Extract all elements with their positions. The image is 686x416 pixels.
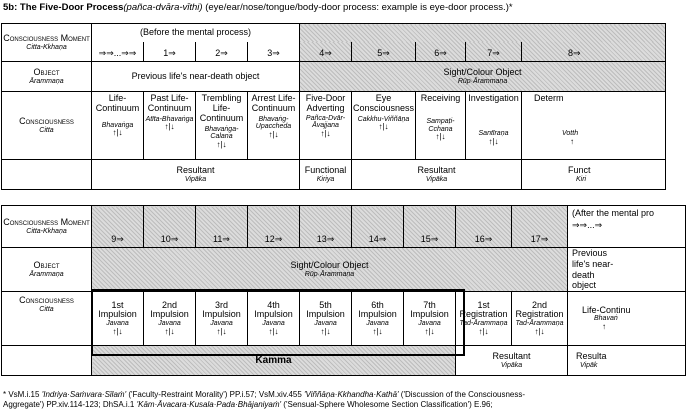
resultant2-pali: Vipāka xyxy=(425,175,448,183)
footnote-part: * VsM.i.15 xyxy=(3,390,42,399)
resulta-text: Resulta xyxy=(576,350,607,361)
after-text: (After the mental pro xyxy=(572,208,655,218)
cell-pali: Atīta-Bhavaṅga xyxy=(145,115,194,123)
cell-pali: Votth xyxy=(562,129,579,137)
functional-group-2 xyxy=(522,160,666,190)
arrow-icon: ↑|↓ xyxy=(268,130,279,140)
arrow-icon: ↑|↓ xyxy=(112,128,123,138)
cell-name: 1st Registration xyxy=(459,299,508,320)
cell-pali: Bhavaṅga-Calana xyxy=(204,125,239,141)
moment-cell: 11⇒ xyxy=(196,206,248,248)
cell-pali: Sampaṭi-Cchana xyxy=(426,117,455,133)
arrow-icon: ↑|↓ xyxy=(320,327,331,337)
footnote-part: Aggregate') PP.xiv.114-123; DhSA.i.1 xyxy=(3,400,137,409)
cell-pali: Javana xyxy=(366,320,389,328)
arrow-icon: ↑|↓ xyxy=(478,327,489,337)
consciousness-cell xyxy=(248,92,300,160)
arrow-icon: ↑|↓ xyxy=(164,122,175,132)
registration-cell xyxy=(512,292,568,346)
resultant-group xyxy=(456,346,568,376)
consciousness-cell xyxy=(466,92,522,160)
resultant-pali: Vipāka xyxy=(500,361,523,369)
moment-cell: 15⇒ xyxy=(404,206,456,248)
object-label xyxy=(2,248,92,292)
moment-cell: 16⇒ xyxy=(456,206,512,248)
object-sight-text: Sight/Colour Object xyxy=(443,66,522,77)
moment-cell: 7⇒ xyxy=(466,42,522,62)
after-process-header xyxy=(568,206,686,248)
blank-label-cell xyxy=(2,160,92,190)
cell-name: 6th Impulsion xyxy=(358,299,397,320)
arrow-icon: ↑|↓ xyxy=(378,122,389,132)
object-sight-colour xyxy=(92,248,568,292)
cell-pali: Tad-Ārammaṇa xyxy=(459,320,508,328)
cell-name: 2nd Impulsion xyxy=(150,299,189,320)
moment-label xyxy=(2,24,92,62)
cell-name: Investigation xyxy=(468,93,519,103)
cell-name: Past Life-Continuum xyxy=(147,93,192,113)
cell-name: Arrest Life-Continuum xyxy=(251,93,296,113)
moment-cell: 17⇒ xyxy=(512,206,568,248)
cell-pali: Javana xyxy=(418,320,441,328)
consciousness-cell xyxy=(92,92,144,160)
kamma-group: Kamma xyxy=(92,346,456,376)
before-process-header: (Before the mental process) xyxy=(92,24,300,42)
consciousness-cell xyxy=(144,92,196,160)
footnote xyxy=(3,390,639,410)
moment-cell: 1⇒ xyxy=(144,42,196,62)
blank-label-cell xyxy=(2,346,92,376)
cell-name: Life-Continuum xyxy=(95,93,140,113)
object-prev-text: Previous life's near-death object xyxy=(572,248,614,291)
arrow-icon: ↑|↓ xyxy=(320,129,331,139)
arrow-icon: ↑|↓ xyxy=(216,327,227,337)
functional-pali: Kiriya xyxy=(316,175,335,183)
arrow-icon: ↑|↓ xyxy=(372,327,383,337)
consciousness-label-text: Consciousness xyxy=(19,295,74,306)
arrow-icon: ↑|↓ xyxy=(164,327,175,337)
object-label-text: Object xyxy=(33,259,60,270)
object-sight-pali: Rūp·Ārammaṇa xyxy=(304,270,355,278)
moment-label xyxy=(2,206,92,248)
functional-group xyxy=(300,160,352,190)
footnote-part: 'Kām·Āvacara·Kusala·Pada·Bhājaniyaṁ' xyxy=(136,400,282,409)
resultant-group-2 xyxy=(568,346,686,376)
arrow-icon: ↑|↓ xyxy=(534,327,545,337)
resultant-text: Resultant xyxy=(492,350,531,361)
functional-text: Functional xyxy=(304,164,347,175)
cell-pali: Javana xyxy=(210,320,233,328)
arrow-icon: ↑|↓ xyxy=(424,327,435,337)
object-sight-pali: Rūp·Ārammaṇa xyxy=(457,77,508,85)
arrow-icon: ↑|↓ xyxy=(268,327,279,337)
arrow-icon: ↑|↓ xyxy=(112,327,123,337)
arrow-icon: ↑|↓ xyxy=(488,136,499,146)
moment-cell: 8⇒ xyxy=(522,42,666,62)
resultant-text: Resultant xyxy=(176,164,215,175)
cell-name: Determ xyxy=(534,93,564,103)
consciousness-cell xyxy=(522,92,666,160)
consciousness-cell xyxy=(416,92,466,160)
object-label-pali: Ārammaṇa xyxy=(29,77,64,85)
cell-pali: Bhavaṅg-Upaccheda xyxy=(255,115,292,131)
object-previous-life: Previous life's near-death object xyxy=(92,62,300,92)
title-suffix: (eye/ear/nose/tongue/body-door process: example is eye-door process.)* xyxy=(202,2,513,13)
consciousness-label xyxy=(2,92,92,160)
after-arrows: ⇒⇒...⇒ xyxy=(572,219,603,230)
arrow-icon: ↑ xyxy=(602,322,606,332)
cell-pali: Santīraṇa xyxy=(478,129,509,137)
cell-name: Trembling Life-Continuum xyxy=(199,93,244,123)
resultant-group xyxy=(92,160,300,190)
object-previous-life xyxy=(568,248,686,292)
moment-cell: 10⇒ xyxy=(144,206,196,248)
consciousness-label-text: Consciousness xyxy=(19,115,74,126)
arrow-icon: ↑|↓ xyxy=(435,132,446,142)
arrow-icon: ↑ xyxy=(570,136,574,146)
cell-name: Receiving xyxy=(420,93,461,103)
moment-cell: 3⇒ xyxy=(248,42,300,62)
cell-name: 2nd Registration xyxy=(515,299,564,320)
cell-pali: Pañca-Dvār-Āvajjana xyxy=(305,114,346,130)
moment-cell: 4⇒ xyxy=(300,42,352,62)
footnote-part: 'Viññāṇa·Kkhandha·Kathā' xyxy=(304,390,399,399)
cell-pali: Javana xyxy=(158,320,181,328)
cell-name: Life-Continu xyxy=(582,304,631,315)
funct-pali: Kiri xyxy=(576,175,587,183)
moment-cell: 14⇒ xyxy=(352,206,404,248)
resulta-pali: Vipāk xyxy=(580,361,598,369)
title-main: 5b: The Five-Door Process xyxy=(3,2,124,13)
consciousness-cell xyxy=(196,92,248,160)
footnote-part: ('Faculty-Restraint Morality') PP.i.57; VsM.xiv.455 xyxy=(126,390,305,399)
funct-text: Funct xyxy=(568,164,591,175)
consciousness-label xyxy=(2,292,92,346)
resultant2-text: Resultant xyxy=(417,164,456,175)
footnote-part: ('Discussion of the Consciousness- xyxy=(398,390,526,399)
object-label-text: Object xyxy=(33,66,60,77)
cell-name: 4th Impulsion xyxy=(254,299,293,320)
object-label xyxy=(2,62,92,92)
consciousness-cell xyxy=(352,92,416,160)
object-sight-text: Sight/Colour Object xyxy=(290,259,369,270)
moment-cell: 9⇒ xyxy=(92,206,144,248)
moment-label-pali: Citta-Kkhaṇa xyxy=(26,43,67,51)
moment-label-pali: Citta-Kkhaṇa xyxy=(26,227,67,235)
cell-pali: Javana xyxy=(314,320,337,328)
resultant-pali: Vipāka xyxy=(184,175,207,183)
figure-title xyxy=(3,2,513,13)
moment-label-text: Consciousness Moment xyxy=(3,32,90,43)
cell-name: 3rd Impulsion xyxy=(202,299,241,320)
moment-cell: ⇒⇒...⇒⇒ xyxy=(92,42,144,62)
resultant-group-2 xyxy=(352,160,522,190)
process-header-hatch xyxy=(300,24,666,42)
moment-cell: 6⇒ xyxy=(416,42,466,62)
lifecontinuum-cell xyxy=(568,292,686,346)
cell-name: 5th Impulsion xyxy=(306,299,345,320)
footnote-part: ('Sensual-Sphere Wholesome Section Classification') E.96; xyxy=(281,400,493,409)
cell-name: 7th Impulsion xyxy=(410,299,449,320)
cell-name: Five-Door Adverting xyxy=(305,93,346,113)
top-process-table xyxy=(1,23,666,190)
cell-pali: Cakkhu-Viññāṇa xyxy=(357,115,410,123)
cell-pali: Bhavaṅ xyxy=(594,315,618,323)
cell-pali: Javana xyxy=(262,320,285,328)
object-label-pali: Ārammaṇa xyxy=(29,270,64,278)
cell-pali: Javana xyxy=(106,320,129,328)
footnote-part: 'Indriya·Saṁvara·Sīlaṁ' xyxy=(41,390,127,399)
title-pali: (pañca-dvāra-vīthi) xyxy=(123,2,203,13)
cell-name: 1st Impulsion xyxy=(98,299,137,320)
cell-name: Eye Consciousness xyxy=(352,93,415,113)
moment-cell: 5⇒ xyxy=(352,42,416,62)
moment-cell: 2⇒ xyxy=(196,42,248,62)
cell-pali: Bhavaṅga xyxy=(101,121,134,129)
consciousness-label-pali: Citta xyxy=(39,306,54,314)
impulsion-highlight-box xyxy=(91,289,465,356)
moment-cell: 12⇒ xyxy=(248,206,300,248)
object-sight-colour xyxy=(300,62,666,92)
consciousness-label-pali: Citta xyxy=(39,126,54,134)
cell-pali: Tad-Ārammaṇa xyxy=(515,320,564,328)
moment-label-text: Consciousness Moment xyxy=(3,216,90,227)
arrow-icon: ↑|↓ xyxy=(216,140,227,150)
consciousness-cell xyxy=(300,92,352,160)
moment-cell: 13⇒ xyxy=(300,206,352,248)
